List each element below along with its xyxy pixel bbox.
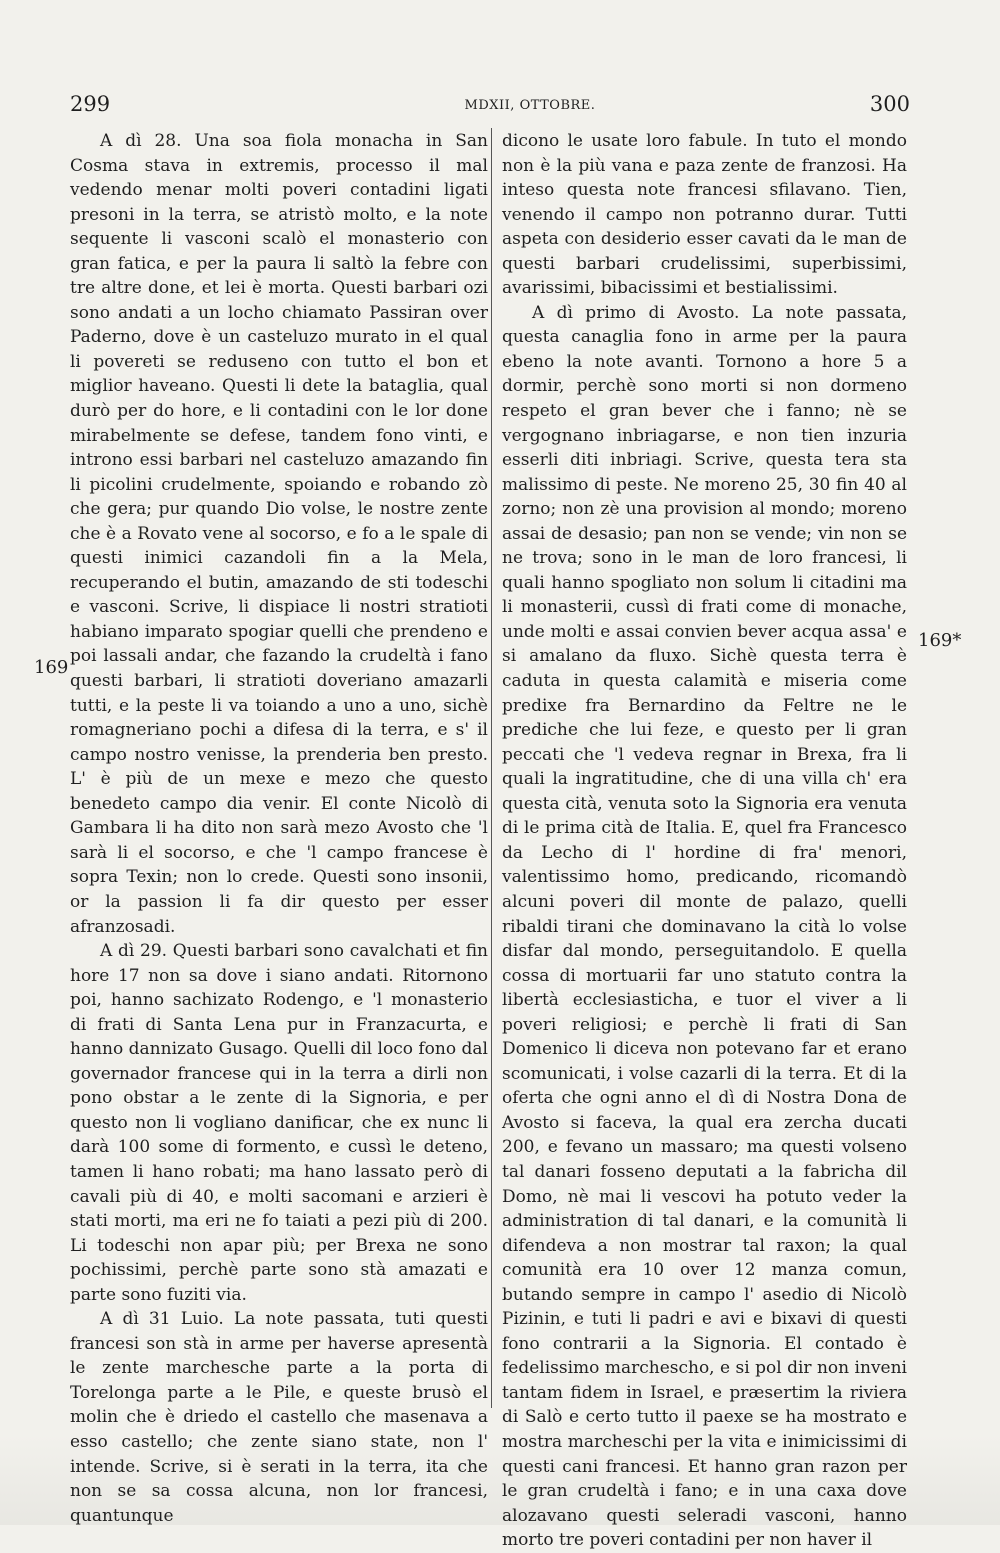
paragraph: dicono le usate loro fabule. In tuto el mondo non è la più vana e paza zente de franzosi. Ha inteso questa note francesi sfilavano. Tien, venendo il campo non potranno durar. Tutti aspeta con desiderio esser cavati da le man de questi barbari crudelissimi, superbissimi, avarissimi, bibacissimi et bestialissimi. [502,131,907,299]
paragraph: A dì 29. Questi barbari sono cavalchati et fin hore 17 non sa dove i siano andati. Ritornono poi, hanno sachizato Rodengo, e 'l monasterio di frati di Santa Lena pur in Franzacurta, e hanno dannizato Gusago. Quelli dil loco fono dal governador francese qui in la terra a dirli non pono obstar a le zente di la Signoria, e per questo non li vogliano danificar, che ex nunc li darà 100 some di formento, e cussì le deteno, tamen li hano robati; ma hano lassato però di cavali più di 40, e molti sacomani e arzieri è stati morti, ma eri ne fo taiati a pezi più di 200. Li todeschi non apar più; per Brexa ne sono pochissimi, perchè parte sono stà amazati e parte sono fuziti via. [70,941,488,1305]
left-column [70,129,488,1528]
right-column [502,129,907,1553]
right-page-number: 300 [869,92,910,116]
paragraph: A dì primo di Avosto. La note passata, questa canaglia fono in arme per la paura ebeno la note avanti. Tornono a hore 5 a dormir, perchè sono morti si non dormeno respeto el gran bever che i fanno; nè se vergognano inbriagarse, e non tien inzuria esserli diti inbriagi. Scrive, questa tera sta malissimo di peste. Ne moreno 25, 30 fin 40 al zorno; non zè una provision al mondo; moreno assai de desasio; pan non se vende; vin non se ne trova; sono in le man de loro francesi, li quali hanno spogliato non solum li citadini ma li monasterii, cussì di frati come di monache, unde molti e assai convien bever acqua assa' e si amalano da fluxo. Sichè questa terra è caduta in questa calamità e miseria come predixe fra Bernardino da Feltre ne le prediche che lui feze, e questo per li gran peccati che 'l vedeva regnar in Brexa, fra li quali la ingratitudine, che di una villa ch' era questa cità, venuta soto la Signoria era venuta di le prima cità de Italia. E, quel fra Francesco da Lecho di l' hordine di fra' menori, valentissimo homo, predicando, ricomandò alcuni poveri dil monte de palazo, quelli ribaldi tirani che dominavano la cità lo volse disfar dal mondo, perseguitandolo. E quella cossa di mortuarii far uno statuto contra la libertà ecclesiasticha, e tuor el viver a li poveri religiosi; e perchè li frati di San Domenico li diceva non potevano far et erano scomunicati, i volse cazarli di la terra. Et di la oferta che ogni anno el dì di Nostra Dona de Avosto si faceva, la qual era zercha ducati 200, e fevano un massaro; ma questi volseno tal danari fosseno deputati a la fabricha dil Domo, nè mai li vescovi ha potuto veder la administration di tal danari, e la comunità li difendeva a non mostrar tal raxon; la qual comunità era 10 over 12 manza comun, butando sempre in campo l' asedio di Nicolò Pizinin, e tuti li padri e avi e bixavi di questi fono contrarii a la Signoria. El contado è fedelissimo marchescho, e si pol dir non inveni tantam fidem in Israel, e præsertim la riviera di Salò e certo tutto il paexe se ha mostrato e mostra marcheschi per la vita e inimicissimi di questi cani francesi. Et hanno gran razon per le gran crudeltà i fano; e in una caxa dove alozavano questi seleradi vasconi, hanno morto tre poveri contadini per non haver il [502,302,907,1551]
paragraph: A dì 28. Una soa fiola monacha in San Cosma stava in extremis, processo il mal vedendo menar molti poveri contadini ligati presoni in la terra, se atristò molto, e la note sequente li vasconi scalò el monasterio con gran fatica, e per la paura li saltò la febre con tre altre done, et lei è morta. Questi barbari ozi sono andati a un locho chiamato Passiran over Paderno, dove è un casteluzo murato in el qual li povereti se reduseno con tutto el bon et miglior haveano. Questi li dete la bataglia, qual durò per do hore, e li contadini con le lor done mirabelmente se defese, tandem fono vinti, e introno essi barbari nel casteluzo amazando fin li picolini crudelmente, spoiando e robando zò che gera; pur quando Dio volse, le nostre zente che è a Rovato vene al socorso, e fo a le spale di questi inimici cazandoli fin a la Mela, recuperando el butin, amazando de sti todeschi e vasconi. Scrive, li dispiace li nostri stratioti habiano imparato spogiar quelli che prendeno e poi lassali andar, che fazando la crudeltà i fano questi barbari, li stratioti doveriano amazarli tutti, e la peste li va toiando a uno a uno, sichè romagneriano pochi a difesa di la terra, e s' il campo nostro venisse, la prenderia ben presto. L' è più de un mexe e mezo che questo benedeto campo dia venir. El conte Nicolò di Gambara li ha dito non sarà mezo Avosto che 'l sarà li el socorso, e che 'l campo francese è sopra Texin; non lo crede. Questi sono insonii, or la passion li fa dir questo per esser afranzosadi. [70,131,488,937]
paragraph: A dì 31 Luio. La note passata, tuti questi francesi son stà in arme per haverse apresentà le zente marchesche parte a la porta di Torelonga parte a le Pile, e queste brusò el molin che è driedo el castello che masenava a esso castello; che zente siano state, non l' intende. Scrive, si è serati in la terra, ita che non se sa cossa alcuna, non lor francesi, quantunque [70,1309,488,1526]
right-margin-note: 169* [918,630,962,651]
running-head: MDXII, OTTOBRE. [464,98,596,113]
left-page-number: 299 [70,92,111,116]
page-header [70,92,910,122]
column-divider [491,128,492,1408]
left-margin-note: 169 [34,657,69,678]
